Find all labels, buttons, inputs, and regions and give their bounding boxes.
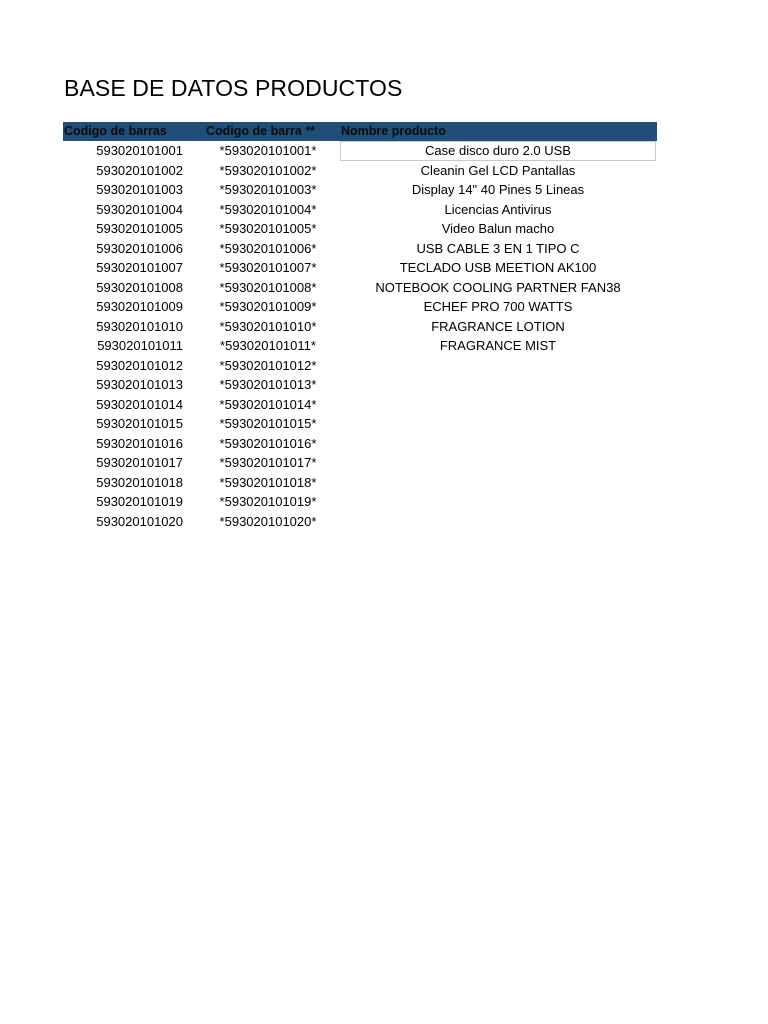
cell-product-name[interactable]: Display 14" 40 Pines 5 Lineas	[411, 182, 585, 197]
cell-product-name[interactable]: NOTEBOOK COOLING PARTNER FAN38	[375, 279, 621, 295]
cell-barcode-formatted[interactable]: *593020101020*	[219, 513, 317, 529]
cell-barcode-formatted[interactable]: *593020101014*	[219, 396, 317, 412]
cell-barcode[interactable]: 593020101001	[96, 143, 183, 158]
cell-barcode-formatted[interactable]: *593020101005*	[219, 221, 317, 236]
cell-barcode[interactable]: 593020101019	[96, 494, 183, 509]
cell-barcode-formatted[interactable]: *593020101016*	[219, 435, 317, 451]
page-title: BASE DE DATOS PRODUCTOS	[64, 75, 403, 101]
cell-barcode[interactable]: 593020101020	[96, 513, 183, 529]
cell-product-name[interactable]: Video Balun macho	[441, 221, 555, 236]
cell-barcode[interactable]: 593020101011	[97, 338, 183, 353]
cell-barcode[interactable]: 593020101008	[96, 279, 183, 295]
table-row	[63, 180, 657, 200]
header-barcode-formatted[interactable]: Codigo de barra **	[206, 124, 316, 138]
table-row	[63, 219, 657, 239]
product-table	[63, 122, 657, 531]
cell-barcode[interactable]: 593020101012	[96, 357, 183, 373]
cell-barcode[interactable]: 593020101005	[96, 221, 183, 236]
table-row	[63, 317, 657, 337]
cell-barcode-formatted[interactable]: *593020101010*	[219, 318, 317, 334]
cell-barcode[interactable]: 593020101016	[96, 435, 183, 451]
cell-product-name[interactable]: Licencias Antivirus	[444, 201, 552, 217]
table-row	[63, 141, 657, 161]
cell-barcode-formatted[interactable]: *593020101009*	[219, 299, 317, 314]
cell-barcode-formatted[interactable]: *593020101015*	[219, 416, 317, 431]
cell-barcode[interactable]: 593020101013	[96, 377, 183, 392]
header-product-name[interactable]: Nombre producto	[341, 124, 446, 138]
table-row	[63, 512, 657, 532]
cell-product-name[interactable]: ECHEF PRO 700 WATTS	[423, 299, 573, 314]
cell-product-name[interactable]: FRAGRANCE MIST	[439, 338, 557, 353]
table-row	[63, 297, 657, 317]
table-header-row	[63, 122, 657, 141]
cell-barcode-formatted[interactable]: *593020101012*	[219, 357, 317, 373]
cell-product-name[interactable]: USB CABLE 3 EN 1 TIPO C	[416, 240, 580, 256]
table-row	[63, 161, 657, 181]
table-row	[63, 492, 657, 512]
table-row	[63, 356, 657, 376]
cell-barcode-formatted[interactable]: *593020101006*	[219, 240, 317, 256]
table-row	[63, 239, 657, 259]
cell-barcode[interactable]: 593020101014	[96, 396, 183, 412]
table-row	[63, 453, 657, 473]
table-row	[63, 375, 657, 395]
table-row	[63, 434, 657, 454]
cell-barcode[interactable]: 593020101007	[96, 260, 183, 275]
table-body	[63, 141, 657, 531]
cell-barcode[interactable]: 593020101004	[96, 201, 183, 217]
cell-barcode-formatted[interactable]: *593020101017*	[219, 455, 317, 470]
cell-product-name-selected[interactable]: Case disco duro 2.0 USB	[340, 141, 656, 161]
cell-barcode[interactable]: 593020101017	[96, 455, 183, 470]
table-row	[63, 278, 657, 298]
cell-product-name[interactable]: Cleanin Gel LCD Pantallas	[420, 162, 576, 178]
cell-barcode-formatted[interactable]: *593020101011*	[220, 338, 316, 353]
cell-product-name[interactable]: TECLADO USB MEETION AK100	[399, 260, 597, 275]
cell-barcode[interactable]: 593020101018	[96, 474, 183, 490]
cell-barcode-formatted[interactable]: *593020101008*	[219, 279, 317, 295]
cell-barcode[interactable]: 593020101009	[96, 299, 183, 314]
cell-barcode-formatted[interactable]: *593020101013*	[219, 377, 317, 392]
table-row	[63, 258, 657, 278]
cell-barcode-formatted[interactable]: *593020101019*	[219, 494, 317, 509]
header-barcode[interactable]: Codigo de barras	[64, 124, 167, 138]
table-row	[63, 395, 657, 415]
cell-barcode[interactable]: 593020101015	[96, 416, 183, 431]
cell-barcode-formatted[interactable]: *593020101007*	[219, 260, 317, 275]
cell-barcode[interactable]: 593020101003	[96, 182, 183, 197]
cell-product-name[interactable]: FRAGRANCE LOTION	[431, 318, 565, 334]
cell-barcode-formatted[interactable]: *593020101004*	[219, 201, 317, 217]
cell-barcode[interactable]: 593020101002	[96, 162, 183, 178]
table-row	[63, 414, 657, 434]
cell-barcode-formatted[interactable]: *593020101001*	[219, 143, 317, 158]
cell-barcode-formatted[interactable]: *593020101018*	[219, 474, 317, 490]
cell-barcode-formatted[interactable]: *593020101003*	[219, 182, 317, 197]
table-row	[63, 200, 657, 220]
cell-barcode-formatted[interactable]: *593020101002*	[219, 162, 317, 178]
table-row	[63, 473, 657, 493]
table-row	[63, 336, 657, 356]
cell-barcode[interactable]: 593020101010	[96, 318, 183, 334]
cell-barcode[interactable]: 593020101006	[96, 240, 183, 256]
